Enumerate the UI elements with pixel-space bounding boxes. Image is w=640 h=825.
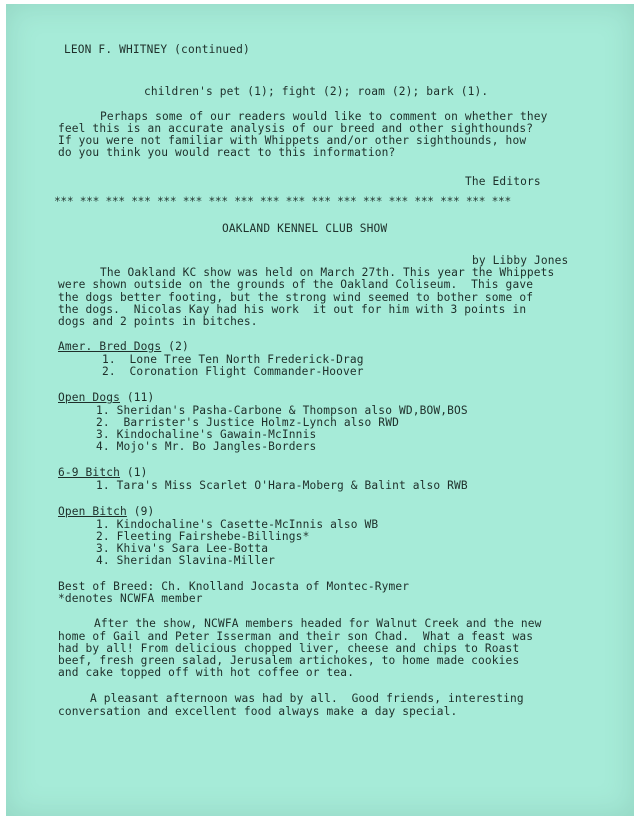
list-item: 1. Lone Tree Ten North Frederick-Drag [102, 353, 364, 366]
report-line-1: The Oakland KC show was held on March 27th. This year the Whippets [100, 266, 555, 279]
list-item: 2. Fleeting Fairshebe-Billings* [96, 530, 310, 543]
after-line-4: beef, fresh green salad, Jerusalem artichokes, to home made cookies [58, 654, 520, 667]
byline: by Libby Jones [472, 254, 569, 267]
class-heading-label: Open Bitch [58, 505, 127, 518]
footnote: *denotes NCWFA member [58, 592, 203, 605]
list-item: 3. Khiva's Sara Lee-Botta [96, 542, 269, 555]
class-heading-6-9-bitch [58, 467, 148, 479]
list-item: 1. Tara's Miss Scarlet O'Hara-Moberg & Balint also RWB [96, 479, 468, 492]
asterisk-divider: *** *** *** *** *** *** *** *** *** *** *** *** *** *** *** *** *** *** [54, 195, 511, 208]
class-count: (2) [161, 340, 189, 353]
class-heading-open-bitch [58, 506, 154, 518]
list-item: 1. Kindochaline's Casette-McInnis also WB [96, 518, 379, 531]
question-line-1: Perhaps some of our readers would like to comment on whether they [100, 110, 548, 123]
class-heading-label: 6-9 Bitch [58, 466, 120, 479]
after-line-1: After the show, NCWFA members headed for Walnut Creek and the new [94, 617, 542, 630]
class-count: (11) [119, 391, 155, 404]
best-of-breed: Best of Breed: Ch. Knolland Jocasta of Montec-Rymer [58, 580, 410, 593]
closing-line-1: A pleasant afternoon was had by all. Good friends, interesting [90, 692, 524, 705]
class-count: (1) [119, 466, 148, 479]
list-item: 2. Coronation Flight Commander-Hoover [102, 365, 364, 378]
report-line-2: were shown outside on the grounds of the Oakland Coliseum. This gave [58, 278, 534, 291]
question-line-2: feel this is an accurate analysis of our breed and other sighthounds? [58, 122, 534, 135]
intro-line: children's pet (1); fight (2); roam (2); bark (1). [144, 85, 489, 98]
list-item: 4. Sheridan Slavina-Miller [96, 554, 276, 567]
after-line-3: had by all! From delicious chopped liver, cheese and chips to Roast [58, 642, 520, 655]
newsletter-page [6, 4, 634, 816]
question-line-3: If you were not familiar with Whippets and/or other sighthounds, how [58, 134, 527, 147]
class-heading-amer-bred-dogs [58, 341, 189, 353]
article-title: OAKLAND KENNEL CLUB SHOW [222, 222, 388, 235]
report-line-5: dogs and 2 points in bitches. [58, 315, 258, 328]
list-item: 4. Mojo's Mr. Bo Jangles-Borders [96, 440, 317, 453]
class-count: (9) [126, 505, 155, 518]
report-line-3: the dogs better footing, but the strong wind seemed to bother some of [58, 291, 534, 304]
closing-line-2: conversation and excellent food always make a day special. [58, 705, 458, 718]
report-line-4: the dogs. Nicolas Kay had his work it out for him with 3 points in [58, 303, 527, 316]
list-item: 3. Kindochaline's Gawain-McInnis [96, 428, 317, 441]
signoff: The Editors [465, 175, 541, 188]
class-heading-label: Amer. Bred Dogs [58, 340, 162, 353]
continued-header: LEON F. WHITNEY (continued) [64, 43, 250, 56]
list-item: 1. Sheridan's Pasha-Carbone & Thompson also WD,BOW,BOS [96, 404, 468, 417]
question-line-4: do you think you would react to this information? [58, 146, 396, 159]
class-heading-open-dogs [58, 392, 154, 404]
after-line-2: home of Gail and Peter Isserman and their son Chad. What a feast was [58, 630, 534, 643]
class-heading-label: Open Dogs [58, 391, 120, 404]
after-line-5: and cake topped off with hot coffee or tea. [58, 666, 355, 679]
list-item: 2. Barrister's Justice Holmz-Lynch also RWD [96, 416, 399, 429]
